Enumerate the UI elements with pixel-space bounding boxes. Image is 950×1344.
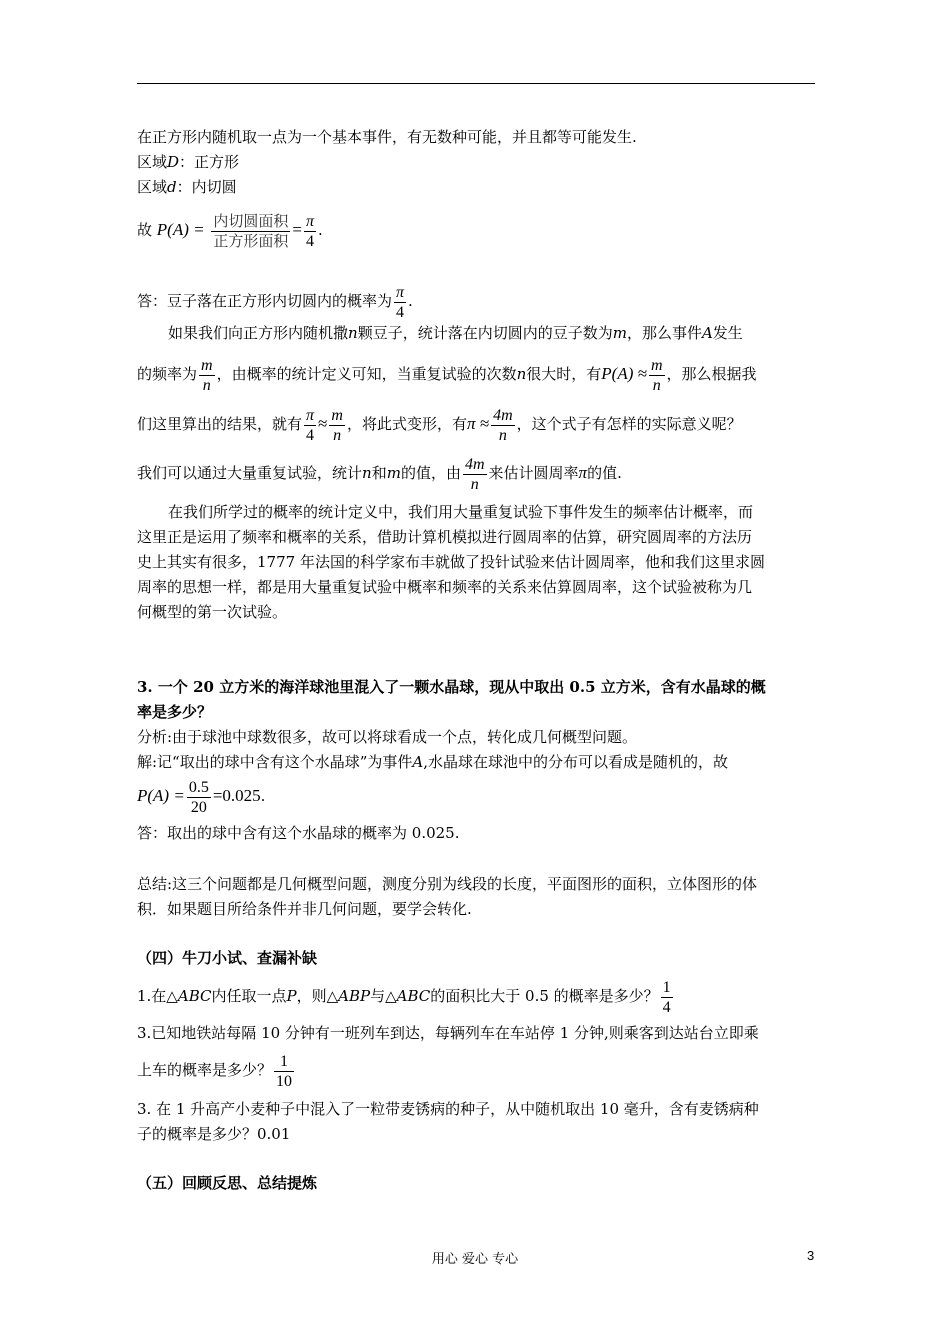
text: 的值.: [587, 464, 622, 482]
var: d: [167, 178, 177, 196]
denominator: 20: [190, 798, 207, 816]
question-heading: [137, 677, 766, 697]
numerator: m: [331, 406, 343, 424]
text: ，由概率的统计定义可知，当重复试验的次数: [216, 365, 517, 383]
text: 在我们所学过的概率的统计定义中，我们用大量重复试验下事件发生的频率估计概率，而: [168, 503, 754, 521]
fraction: [394, 283, 406, 322]
fraction: [463, 455, 487, 494]
fraction: [274, 1052, 294, 1091]
denominator: n: [333, 426, 342, 444]
section-heading: [137, 948, 317, 968]
var: A: [701, 324, 713, 342]
numerator: 1: [274, 1052, 294, 1072]
formula-line: [137, 208, 323, 252]
var: A: [412, 753, 424, 771]
numerator: π: [306, 406, 315, 424]
var: n: [516, 365, 527, 383]
denominator: 4: [662, 998, 671, 1016]
denominator: n: [202, 376, 211, 394]
text: 的面积比大于 0.5 的概率是多少？: [430, 987, 659, 1005]
text-line: [168, 323, 743, 343]
text: 率是多少？: [137, 703, 213, 721]
text-line: [137, 727, 637, 747]
text: 来估计圆周率: [488, 464, 579, 482]
text: ，则△: [296, 987, 339, 1005]
denominator: 10: [276, 1072, 293, 1090]
fraction: [491, 406, 515, 445]
text: 我们可以通过大量重复试验，统计: [137, 464, 363, 482]
math: P(A) =: [156, 220, 205, 239]
text: 答：豆子落在正方形内切圆内的概率为: [137, 292, 393, 310]
text: .: [318, 221, 323, 239]
text: 们这里算出的结果，就有: [137, 415, 303, 433]
text: 如果我们向正方形内随机撒: [168, 324, 349, 342]
footer-text: 用心 爱心 专心: [431, 1252, 519, 1267]
text-line: [137, 602, 287, 622]
text: .: [408, 292, 413, 310]
text: （四）牛刀小试、查漏补缺: [137, 949, 318, 967]
text: 史上其实有很多，1777 年法国的科学家布丰就做了投针试验来估计圆周率，他和我们这里求圆: [137, 553, 765, 571]
formula-line: [137, 279, 413, 323]
numerator: 内切圆面积: [213, 211, 289, 230]
text-line: [137, 152, 239, 172]
math: =: [292, 220, 302, 239]
math: ≈: [318, 414, 328, 433]
formula-line: [137, 451, 622, 495]
question-heading: [137, 702, 212, 722]
fraction: [329, 406, 345, 445]
text: 颗豆子，统计落在内切圆内的豆子数为: [357, 324, 613, 342]
fraction: [661, 978, 673, 1017]
text: 何概型的第一次试验。: [137, 603, 288, 621]
text-line: [137, 552, 765, 572]
text: 总结:这三个问题都是几何概型问题，测度分别为线段的长度，平面图形的面积，立体图形的体: [137, 875, 758, 893]
text: 3. 在 1 升高产小麦种子中混入了一粒带麦锈病的种子，从中随机取出 10 毫升，含有麦锈病种: [137, 1100, 759, 1118]
text-line: [168, 502, 753, 522]
header-rule: [137, 83, 815, 84]
text-line: [137, 752, 728, 772]
numerator: 0.5: [188, 778, 209, 796]
text-line: [137, 1099, 759, 1119]
page-number: 3: [807, 1248, 815, 1263]
text: 很大时，有: [526, 365, 602, 383]
text-line: [137, 177, 237, 197]
text: ，那么根据我: [666, 365, 757, 383]
numerator: 1: [662, 978, 671, 996]
text: ,水晶球在球池中的分布可以看成是随机的，故: [423, 753, 729, 771]
var: ABP: [338, 987, 371, 1005]
text: 的值，由: [400, 464, 461, 482]
fraction: [187, 778, 211, 817]
text: 周率的思想一样，都是用大量重复试验中概率和频率的关系来估算圆周率，这个试验被称为几: [137, 578, 753, 596]
text-line: [137, 577, 752, 597]
formula-line: [137, 1048, 296, 1092]
text: 区域: [137, 153, 168, 171]
text-line: [137, 823, 459, 843]
denominator: n: [470, 475, 479, 493]
text: 子的概率是多少？0.01: [137, 1125, 291, 1143]
text: 和: [371, 464, 387, 482]
text-line: [137, 127, 637, 147]
formula-line: P(A) = $\frac{0.5}{20}$ =0.025.: [137, 778, 266, 816]
math: =0.025: [212, 786, 261, 805]
denominator: 正方形面积: [213, 231, 289, 250]
var: D: [167, 153, 180, 171]
text-line: [137, 527, 752, 547]
fraction: [211, 212, 290, 251]
math: π: [578, 463, 588, 482]
denominator: 4: [396, 303, 405, 321]
text: ：正方形: [179, 153, 240, 171]
var: n: [362, 464, 372, 482]
text: 3. 一个 20 立方米的海洋球池里混入了一颗水晶球，现从中取出 0.5 立方米，含有水晶球的概: [137, 678, 766, 696]
text: 与△: [370, 987, 397, 1005]
numerator: m: [650, 356, 663, 374]
var: ABC: [177, 987, 212, 1005]
fraction: [199, 356, 215, 395]
text: 故: [137, 221, 153, 239]
formula-line: [137, 352, 757, 396]
numerator: 4m: [493, 406, 513, 424]
text: 上车的概率是多少？: [137, 1061, 273, 1079]
numerator: π: [306, 212, 315, 230]
var: m: [612, 324, 627, 342]
section-heading: [137, 1173, 317, 1193]
formula-line: [137, 402, 742, 446]
text: 的频率为: [137, 365, 198, 383]
text: 区域: [137, 178, 168, 196]
text: 1.在△: [137, 987, 178, 1005]
numerator: π: [396, 283, 405, 301]
text: 内任取一点: [211, 987, 287, 1005]
denominator: 4: [306, 426, 315, 444]
text: ，这个式子有怎样的实际意义呢？: [516, 415, 742, 433]
text-line: [137, 899, 472, 919]
math: P(A) =: [137, 786, 185, 805]
text: 发生: [712, 324, 743, 342]
denominator: n: [652, 376, 661, 394]
text: 解:记“取出的球中含有这个水晶球”为事件: [137, 753, 413, 771]
math: π ≈: [466, 414, 490, 433]
denominator: 4: [306, 232, 314, 250]
denominator: n: [498, 426, 507, 444]
text: 分析:由于球池中球数很多，故可以将球看成一个点，转化成几何概型问题。: [137, 728, 638, 746]
text: 3.已知地铁站每隔 10 分钟有一班列车到达，每辆列车在车站停 1 分钟,则乘客到达站台立即乘: [137, 1024, 759, 1042]
text: ，那么事件: [626, 324, 702, 342]
text: 这里正是运用了频率和概率的关系，借助计算机模拟进行圆周率的估算，研究圆周率的方法历: [137, 528, 753, 546]
text: ：内切圆: [176, 178, 237, 196]
fraction: [304, 406, 316, 445]
text: 积．如果题目所给条件并非几何问题，要学会转化.: [137, 900, 472, 918]
text-line: [137, 874, 757, 894]
var: m: [386, 464, 401, 482]
var: P: [286, 987, 297, 1005]
formula-line: [137, 974, 675, 1018]
fraction: [304, 212, 316, 251]
var: n: [348, 324, 358, 342]
text: ，将此式变形，有: [346, 415, 467, 433]
text: 答：取出的球中含有这个水晶球的概率为 0.025.: [137, 824, 460, 842]
fraction: [649, 356, 665, 395]
numerator: 4m: [464, 455, 485, 473]
math: P(A) ≈: [601, 364, 647, 383]
var: ABC: [396, 987, 431, 1005]
text: 在正方形内随机取一点为一个基本事件，有无数种可能，并且都等可能发生.: [137, 128, 637, 146]
text: （五）回顾反思、总结提炼: [137, 1174, 318, 1192]
text-line: [137, 1124, 290, 1144]
numerator: m: [201, 356, 213, 374]
text-line: [137, 1023, 759, 1043]
